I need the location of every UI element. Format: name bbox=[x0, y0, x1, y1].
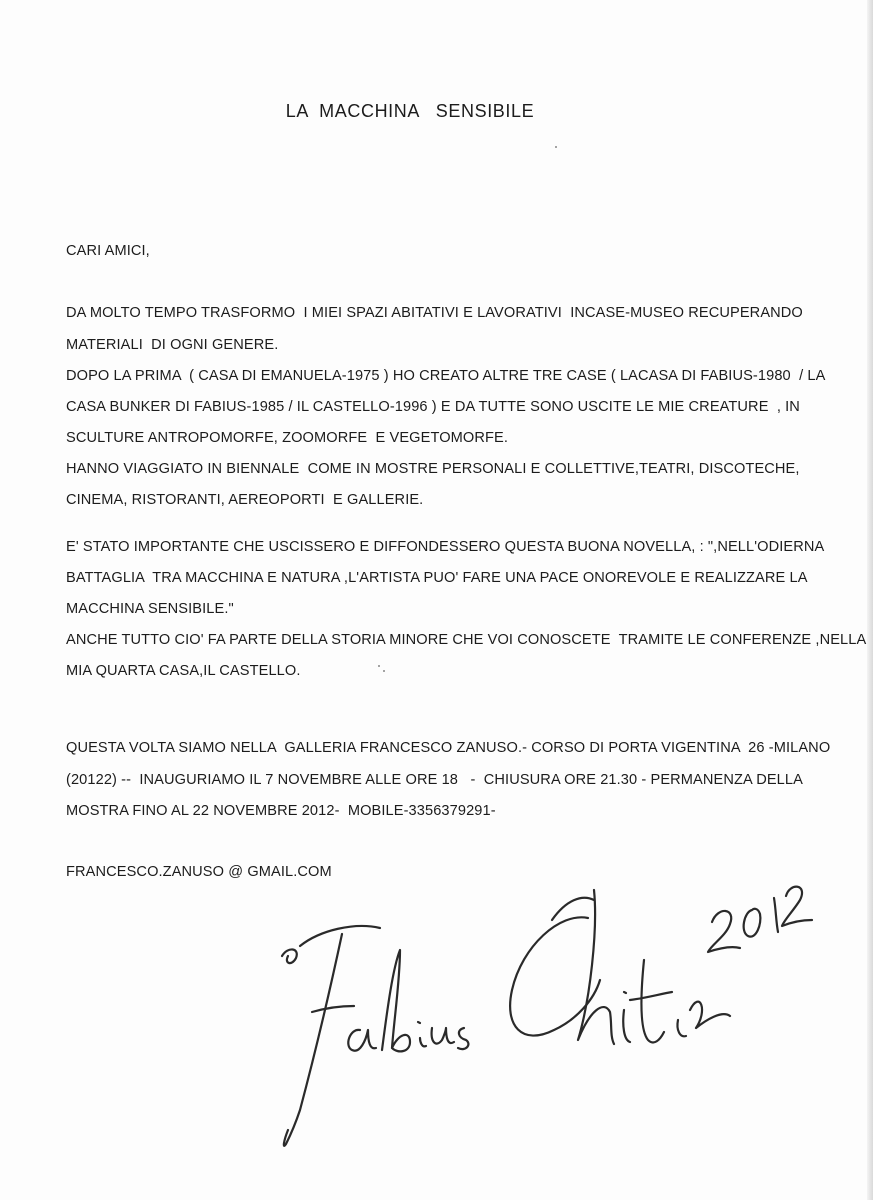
paragraph-2-line: E' STATO IMPORTANTE CHE USCISSERO E DIFFONDESSERO QUESTA BUONA NOVELLA, : ",NELL'ODIERNA bbox=[66, 539, 825, 555]
paragraph-1-line: DOPO LA PRIMA ( CASA DI EMANUELA-1975 ) HO CREATO ALTRE TRE CASE ( LACASA DI FABIUS-1980 / LA bbox=[66, 368, 826, 384]
handwritten-signature bbox=[260, 860, 820, 1190]
email-address: FRANCESCO.ZANUSO @ GMAIL.COM bbox=[66, 864, 332, 880]
paragraph-2-line: MACCHINA SENSIBILE." bbox=[66, 601, 234, 617]
letter-title: LA MACCHINA SENSIBILE bbox=[285, 101, 535, 121]
paragraph-3-line: (20122) -- INAUGURIAMO IL 7 NOVEMBRE ALLE ORE 18 - CHIUSURA ORE 21.30 - PERMANENZA DELLA bbox=[66, 772, 803, 788]
signature-text: Fabius Chiti 2012 bbox=[260, 860, 268, 861]
scan-edge-shadow bbox=[867, 0, 873, 1200]
paragraph-2-line: MIA QUARTA CASA,IL CASTELLO. bbox=[66, 663, 301, 679]
greeting: CARI AMICI, bbox=[66, 243, 150, 259]
paragraph-1-line: DA MOLTO TEMPO TRASFORMO I MIEI SPAZI ABITATIVI E LAVORATIVI INCASE-MUSEO RECUPERANDO bbox=[66, 305, 803, 321]
paragraph-1-line: CASA BUNKER DI FABIUS-1985 / IL CASTELLO-1996 ) E DA TUTTE SONO USCITE LE MIE CREATURE , IN bbox=[66, 399, 800, 415]
scan-speck bbox=[383, 670, 385, 672]
paragraph-3-line: QUESTA VOLTA SIAMO NELLA GALLERIA FRANCESCO ZANUSO.- CORSO DI PORTA VIGENTINA 26 -MILANO bbox=[66, 740, 831, 756]
paragraph-2-line: ANCHE TUTTO CIO' FA PARTE DELLA STORIA MINORE CHE VOI CONOSCETE TRAMITE LE CONFERENZE ,NELLA bbox=[66, 632, 867, 648]
paragraph-1-line: SCULTURE ANTROPOMORFE, ZOOMORFE E VEGETOMORFE. bbox=[66, 430, 509, 446]
paragraph-1-line: CINEMA, RISTORANTI, AEREOPORTI E GALLERIE. bbox=[66, 492, 424, 508]
paragraph-3-line: MOSTRA FINO AL 22 NOVEMBRE 2012- MOBILE-3356379291- bbox=[66, 803, 496, 819]
paragraph-2-line: BATTAGLIA TRA MACCHINA E NATURA ,L'ARTISTA PUO' FARE UNA PACE ONOREVOLE E REALIZZARE LA bbox=[66, 570, 808, 586]
scan-speck bbox=[378, 665, 380, 667]
paragraph-1-line: MATERIALI DI OGNI GENERE. bbox=[66, 337, 279, 353]
scan-speck bbox=[555, 146, 557, 148]
paragraph-1-line: HANNO VIAGGIATO IN BIENNALE COME IN MOSTRE PERSONALI E COLLETTIVE,TEATRI, DISCOTECHE, bbox=[66, 461, 800, 477]
